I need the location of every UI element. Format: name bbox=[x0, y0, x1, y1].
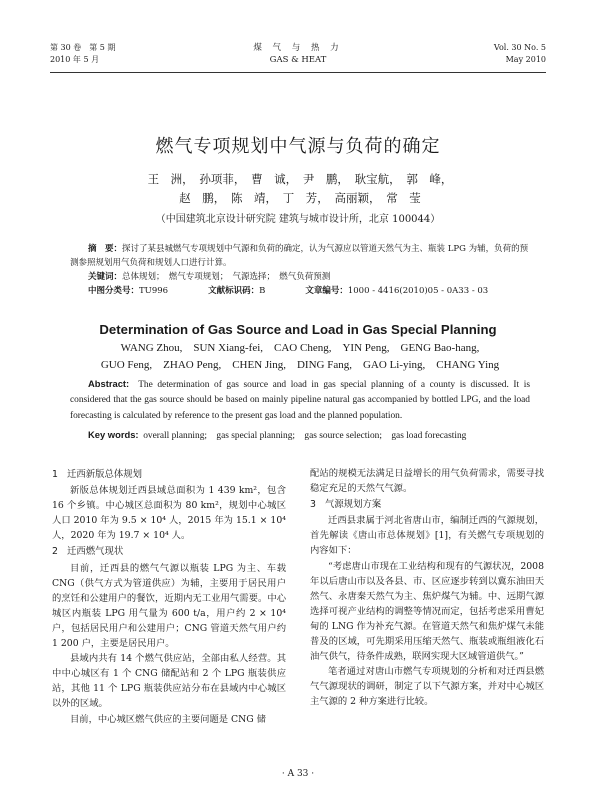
paragraph: 迁西县隶属于河北省唐山市，编制迁西的气源规划，首先解读《唐山市总体规划》[1]，有关燃气专项规划的内容如下： bbox=[310, 515, 544, 557]
header-journal-cn: 煤 气 与 热 力 bbox=[253, 43, 343, 53]
abstract-cn-body bbox=[70, 242, 530, 270]
author-list bbox=[90, 170, 510, 208]
author-line-en-2: GUO Feng, ZHAO Peng, CHEN Jing, DING Fang, GAO Li-ying, CHANG Ying bbox=[100, 359, 500, 371]
header-date: 2010 年 5 月 bbox=[50, 55, 100, 64]
keywords-en bbox=[70, 427, 530, 444]
header-date-en: May 2010 bbox=[505, 55, 546, 64]
paragraph: 县域内共有 14 个燃气供应站，全部由私人经营。其中中心城区有 1 个 CNG 储配站和 2 个 LPG 瓶装供应站，其他 11 个 LPG 瓶装供应站分布在县域内中心城区以外的区域。 bbox=[52, 653, 286, 710]
paragraph: 笔者通过对唐山市燃气专项规划的分析和对迁西县燃气气源现状的调研，制定了以下气源方案，并对中心城区主气源的 2 种方案进行比较。 bbox=[310, 666, 544, 708]
page-number: · A 33 · bbox=[281, 769, 315, 779]
abstract-text: 探讨了某县城燃气专项规划中气源和负荷的确定，认为气源应以管道天然气为主、瓶装 LPG 为辅，负荷的预测参照规划用气负荷和规划人口进行计算。 bbox=[70, 244, 529, 268]
article-number: 文章编号：1000 - 4416(2010)05 - 0A33 - 03 bbox=[305, 286, 489, 296]
abstract-label: 摘 要： bbox=[88, 244, 123, 254]
header-volume: 第 30 卷 第 5 期 bbox=[50, 43, 116, 52]
header-journal-en: GAS & HEAT bbox=[269, 55, 327, 65]
running-header bbox=[50, 42, 546, 73]
abstract-en-label: Abstract: bbox=[88, 378, 130, 389]
keywords-en-label: Key words: bbox=[88, 428, 139, 440]
affiliation: （中国建筑北京设计研究院 建筑与城市设计所，北京 100044） bbox=[155, 214, 441, 225]
quoted-paragraph: “考虑唐山市现在工业结构和现有的气源状况，2008 年以后唐山市以及各县、市、区应逐步转到以冀东油田天然气、永唐秦天然气为主、焦炉煤气为辅。中、远期气源选择可视产业结构的调整等情况而定，包括考虑采用曹妃甸的 LNG 作为补充气源。在管道天然气和焦炉煤气未能普及的区域，可先期采用压缩天然气、瓶装或瓶组液化石油气供气，待条件成熟，联网实现大区域管道供气。” bbox=[310, 560, 544, 663]
author-line-1: 王 洲， 孙项菲， 曹 诚， 尹 鹏， 耿宝航， 郭 峰， bbox=[147, 172, 453, 186]
document-code: 文献标识码：B bbox=[208, 286, 266, 296]
clc-number: 中图分类号：TU996 bbox=[88, 286, 169, 296]
paper-title-en: Determination of Gas Source and Load in Gas Special Planning bbox=[99, 322, 497, 337]
body-column-left bbox=[52, 466, 286, 727]
header-journal bbox=[50, 42, 546, 66]
body-column-right bbox=[310, 466, 544, 710]
keywords-cn bbox=[70, 270, 530, 284]
author-list-en bbox=[80, 340, 520, 374]
author-line-2: 赵 鹏， 陈 靖， 丁 芳， 高丽颖， 常 莹 bbox=[179, 191, 421, 205]
paragraph: 配站的规模无法满足日益增长的用气负荷需求，需要寻找稳定充足的天然气气源。 bbox=[310, 468, 544, 495]
header-volume-en: Vol. 30 No. 5 bbox=[493, 43, 546, 52]
keywords-label: 关键词： bbox=[88, 272, 123, 282]
keywords-en-text: overall planning; gas special planning; gas source selection; gas load forecasting bbox=[143, 430, 467, 441]
header-issue-info-en bbox=[494, 42, 546, 66]
author-line-en-1: WANG Zhou, SUN Xiang-fei, CAO Cheng, YIN Peng, GENG Bao-hang, bbox=[120, 342, 480, 354]
abstract-cn bbox=[70, 242, 530, 298]
classification-meta bbox=[70, 284, 530, 298]
abstract-en-body bbox=[70, 376, 530, 424]
abstract-en bbox=[70, 376, 530, 444]
keywords-text: 总体规划； 燃气专项规划； 气源选择； 燃气负荷预测 bbox=[122, 272, 331, 282]
paragraph: 新版总体规划迁西县域总面积为 1 439 km²，包含 16 个乡镇。中心城区总面积为 80 km²，规划中心城区人口 2010 年为 9.5 × 10⁴ 人，2015 年为 15.1 × 10⁴ 人，2020 年为 19.7 × 10⁴ 人。 bbox=[52, 485, 286, 542]
abstract-en-text: The determination of gas source and load in gas special planning of a county is discussed. It is considered that the gas source should be based on mainly pipeline natural gas accompanied by bottled LPG, and the load forecasting is calculated by reference to the present gas load and the planned population. bbox=[70, 380, 530, 421]
section-heading-3: 3 气源规划方案 bbox=[310, 499, 382, 511]
section-heading-2: 2 迁西燃气现状 bbox=[52, 546, 124, 558]
paragraph: 目前，中心城区燃气供应的主要问题是 CNG 储 bbox=[70, 713, 266, 725]
paper-title: 燃气专项规划中气源与负荷的确定 bbox=[155, 136, 441, 157]
section-heading-1: 1 迁西新版总体规划 bbox=[52, 469, 142, 480]
paragraph: 目前，迁西县的燃气气源以瓶装 LPG 为主、车载 CNG（供气方式为管道供应）为辅，主要用于居民用户的烹饪和公建用户的餐饮，近期内无工业用气需要。中心城区内瓶装 LPG 用气量为 600 t/a，用户约 2 × 10⁴ 户，包括居民用户和公建用户；CNG 管道天然气用户约 1 200 户，主要是居民用户。 bbox=[52, 562, 286, 650]
